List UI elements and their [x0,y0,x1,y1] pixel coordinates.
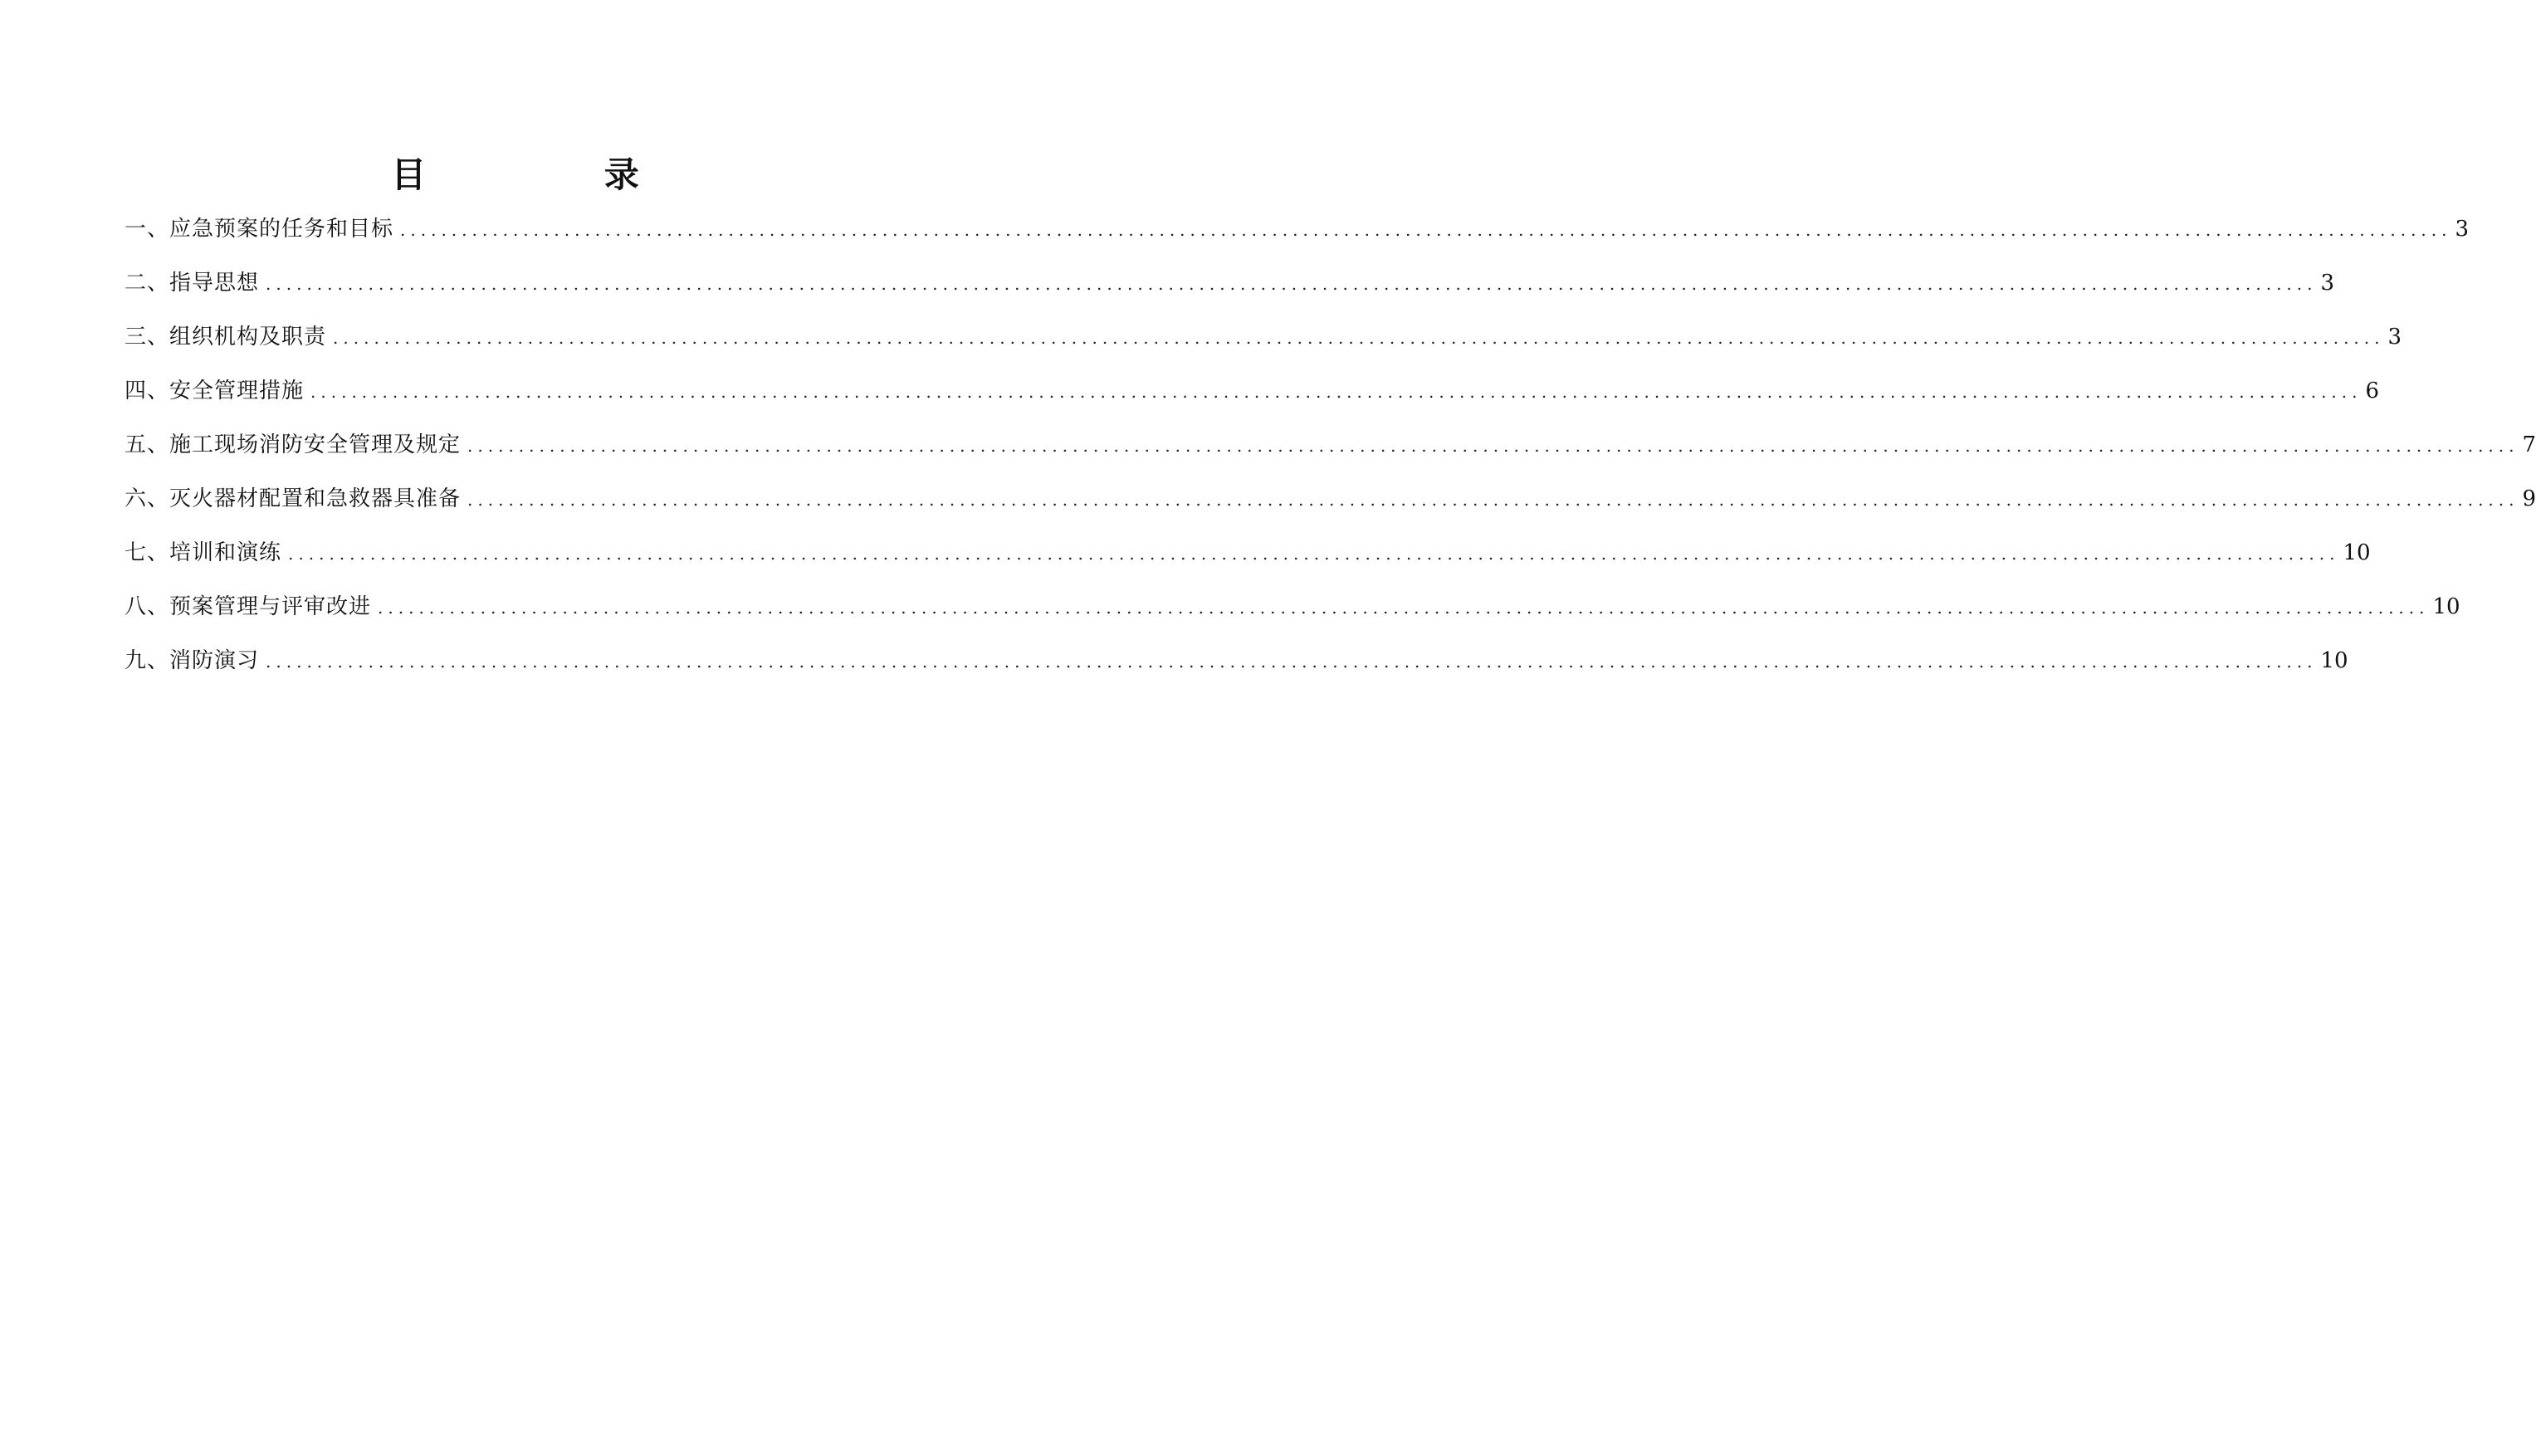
toc-entry-label: 九、消防演习 [125,648,260,673]
toc-entry-page: 6 [2365,379,2380,403]
toc-entry-page: 7 [2522,432,2536,457]
toc-dot-leader: ........................................................................................................................................................................................................ [333,328,2385,348]
toc-dot-leader: ........................................................................................................................................................................................................ [288,544,2340,564]
toc-entry-label: 七、培训和演练 [125,540,282,565]
toc-entry-label: 六、灭火器材配置和急救器具准备 [125,486,462,511]
toc-dot-leader: ........................................................................................................................................................................................................ [467,490,2519,510]
toc-entry-page: 3 [2320,271,2335,296]
toc-dot-leader: ........................................................................................................................................................................................................ [378,598,2430,618]
toc-dot-leader: ........................................................................................................................................................................................................ [310,382,2363,402]
toc-entry[interactable] [125,644,2348,698]
toc-entry-page: 10 [2432,594,2460,619]
toc-title: 目 录 [391,154,722,195]
toc-entry-page: 10 [2343,540,2371,565]
toc-dot-leader: ........................................................................................................................................................................................................ [400,220,2452,240]
toc-entry-label: 八、预案管理与评审改进 [125,594,372,619]
toc-entry[interactable] [125,374,2380,428]
toc-list [125,213,2536,698]
toc-entry[interactable] [125,213,2470,266]
toc-entry[interactable] [125,266,2335,320]
toc-entry-label: 二、指导思想 [125,271,260,296]
toc-entry-page: 3 [2455,217,2470,242]
toc-entry[interactable] [125,590,2460,644]
toc-dot-leader: ........................................................................................................................................................................................................ [467,436,2519,456]
toc-dot-leader: ........................................................................................................................................................................................................ [266,274,2318,294]
toc-entry-label: 五、施工现场消防安全管理及规定 [125,432,462,457]
toc-entry-page: 3 [2387,325,2402,349]
toc-entry-label: 三、组织机构及职责 [125,325,327,349]
toc-dot-leader: ........................................................................................................................................................................................................ [266,652,2318,672]
toc-entry[interactable] [125,428,2536,482]
toc-entry-label: 一、应急预案的任务和目标 [125,217,394,242]
toc-entry[interactable] [125,482,2536,536]
toc-entry-page: 9 [2522,486,2536,511]
toc-entry[interactable] [125,536,2371,590]
toc-entry-page: 10 [2320,648,2348,673]
toc-entry[interactable] [125,320,2402,374]
toc-entry-label: 四、安全管理措施 [125,379,305,403]
